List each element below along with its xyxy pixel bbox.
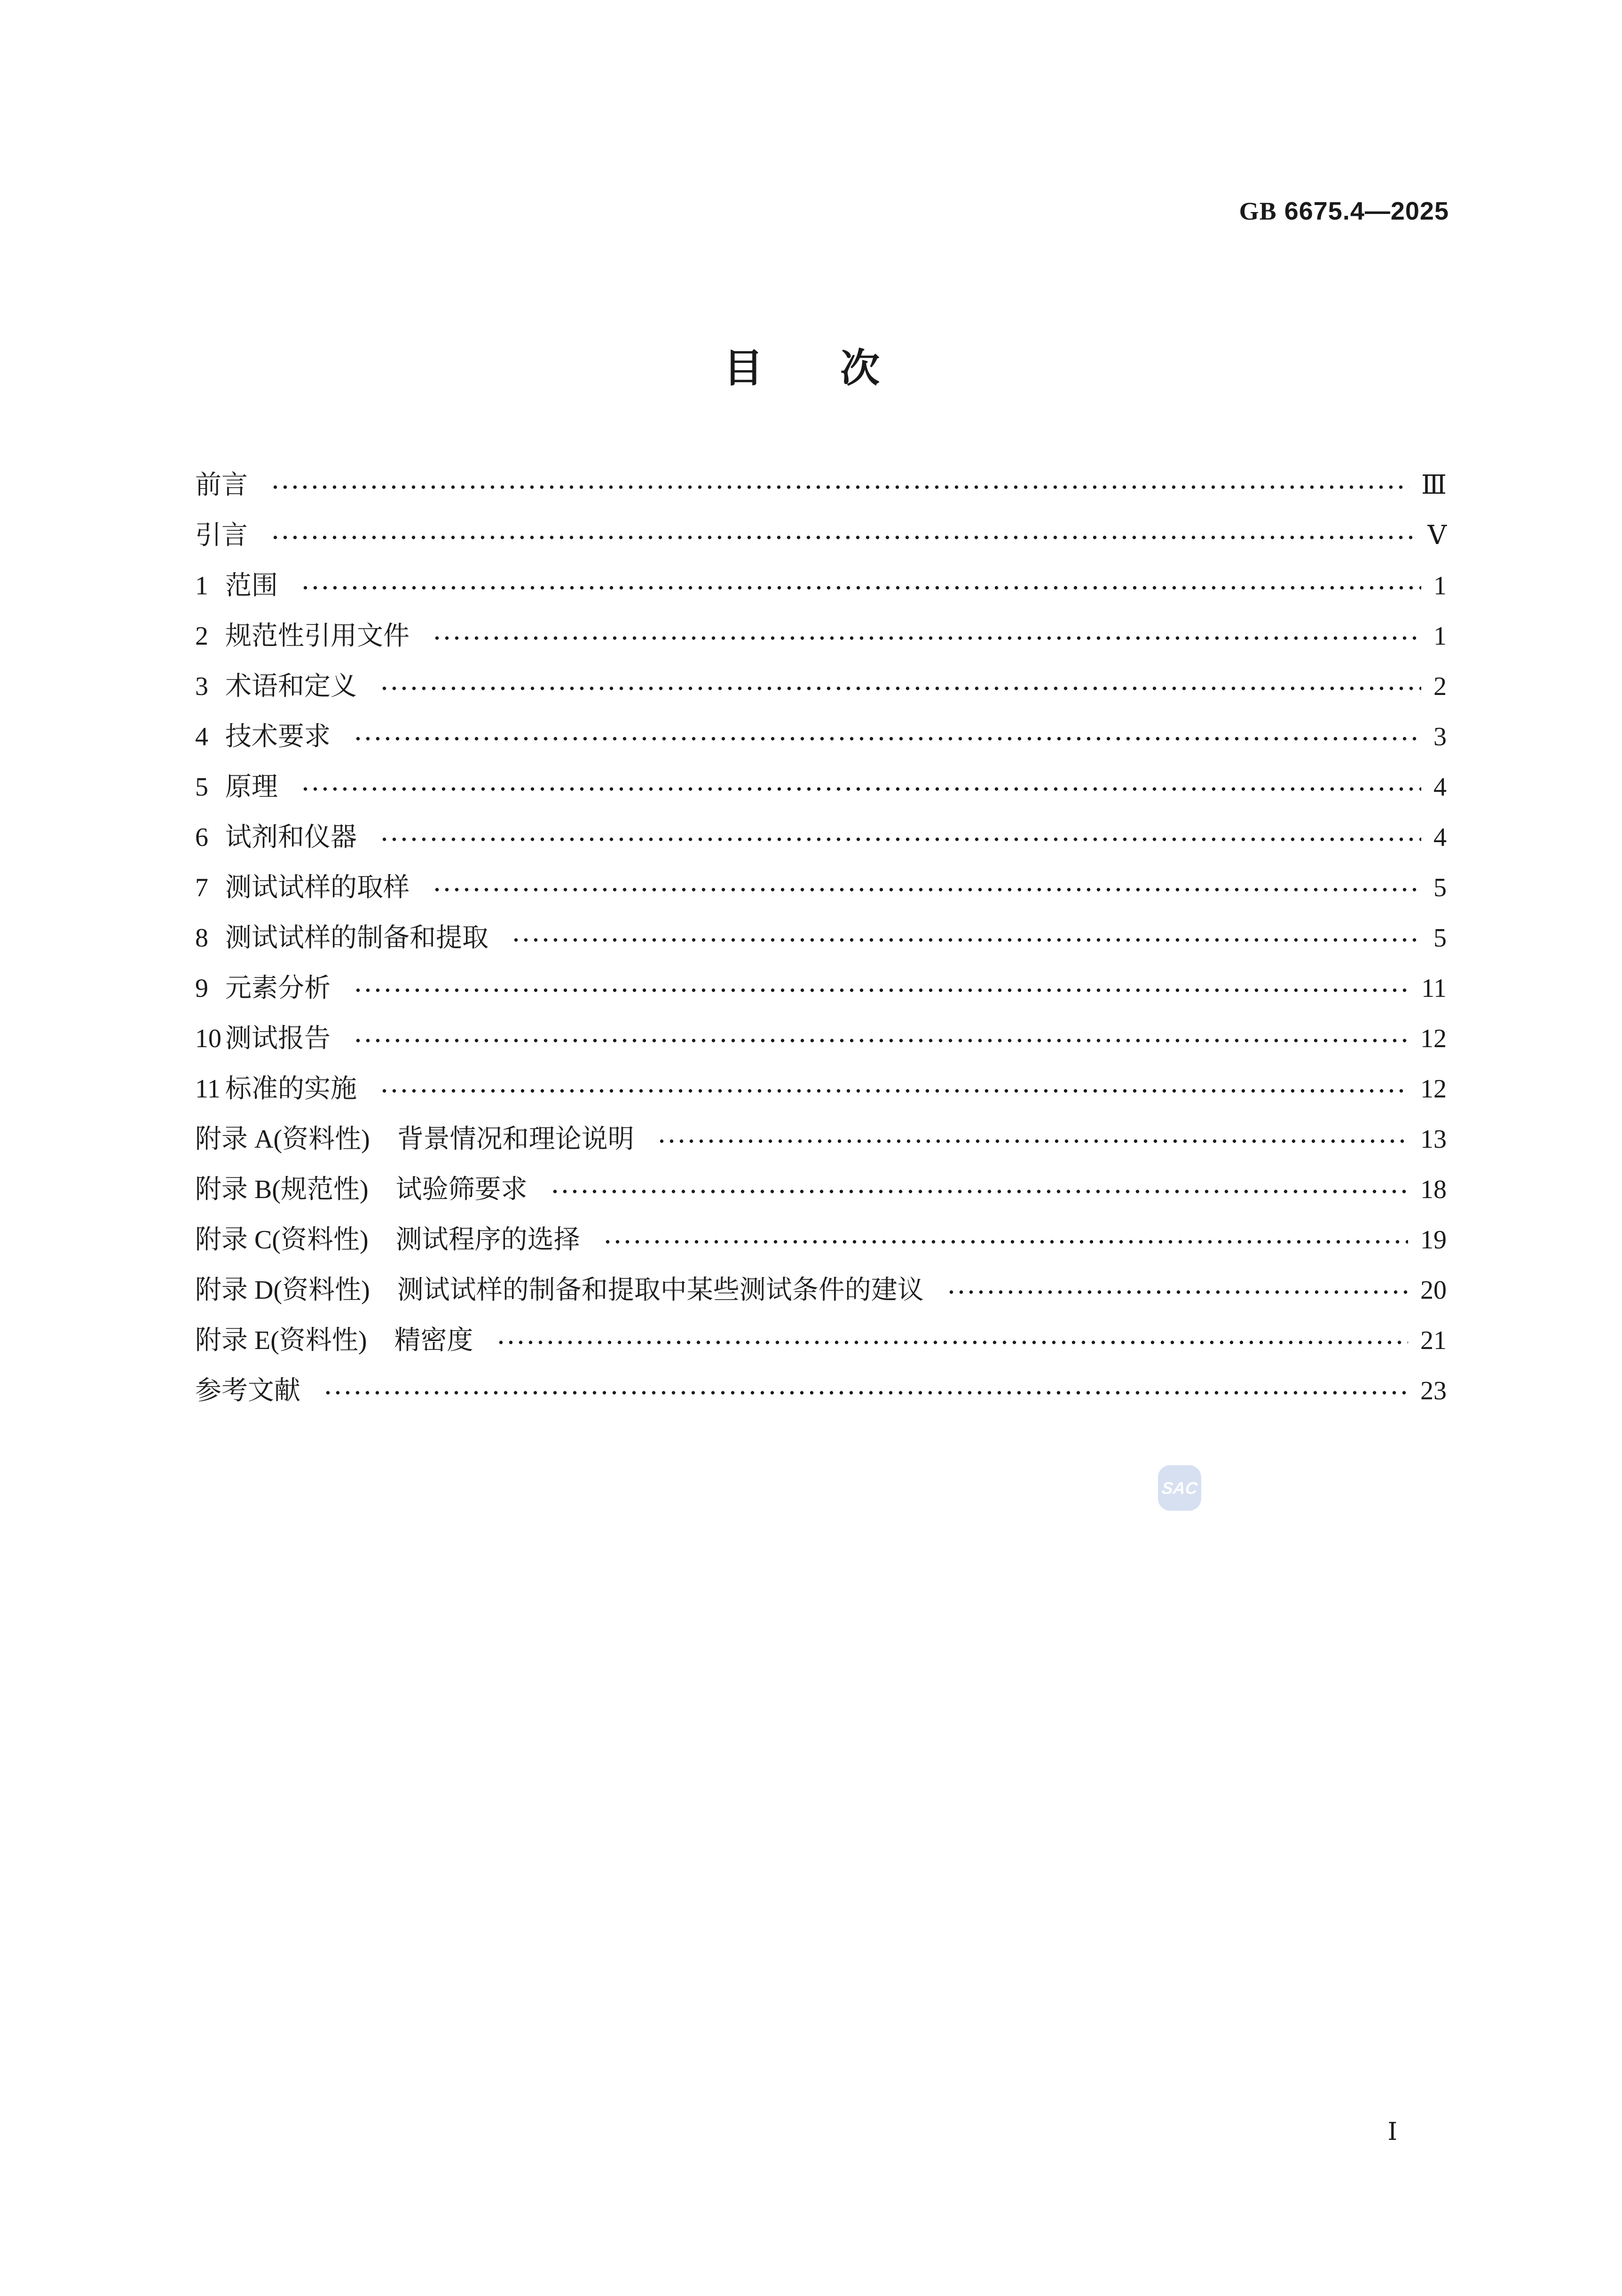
- toc-entry-annex-a: [195, 1114, 1447, 1164]
- page-title: 目 次: [723, 346, 898, 390]
- footer-page-number: Ⅰ: [1387, 2119, 1397, 2146]
- toc-entry-title: 技术要求: [225, 722, 331, 751]
- standard-code: [1239, 197, 1449, 226]
- dot-leader: [270, 484, 1409, 490]
- toc-entry-title: 前言: [195, 470, 248, 500]
- toc-entry-num: 附录 E(资料性): [195, 1326, 367, 1355]
- toc-entry-title: 背景情况和理论说明: [397, 1124, 634, 1154]
- dot-leader: [946, 1289, 1408, 1295]
- toc-entry-foreword: [195, 460, 1447, 510]
- toc-entry-num: 附录 D(资料性): [195, 1275, 370, 1305]
- toc-entry-title: 试剂和仪器: [225, 822, 357, 852]
- sac-watermark-text: SAC: [1160, 1478, 1199, 1498]
- toc-entry-annex-e: [195, 1315, 1447, 1365]
- toc-entry-title: 规范性引用文件: [225, 621, 409, 651]
- toc-entry-num: 附录 B(规范性): [195, 1175, 369, 1204]
- toc-entry-annex-b: [195, 1164, 1447, 1215]
- toc-entry-title: 测试试样的制备和提取中某些测试条件的建议: [397, 1275, 924, 1305]
- dot-leader: [432, 635, 1421, 641]
- standard-code-prefix: GB: [1239, 197, 1277, 225]
- dot-leader: [379, 836, 1421, 842]
- toc-entry-clause-1: [195, 560, 1447, 611]
- toc-entry-num: 4: [195, 722, 208, 751]
- toc-entry-num: 5: [195, 772, 208, 802]
- toc-entry-clause-2: [195, 611, 1447, 661]
- dot-leader: [353, 987, 1409, 993]
- toc-entry-title: 原理: [225, 772, 278, 802]
- toc-entry-clause-5: [195, 762, 1447, 812]
- toc-entry-num: 10: [195, 1024, 221, 1053]
- toc-entry-clause-6: [195, 812, 1447, 862]
- toc-entry-clause-9: [195, 963, 1447, 1013]
- dot-leader: [353, 1038, 1408, 1043]
- toc-entry-clause-7: [195, 862, 1447, 913]
- toc-entry-clause-11: [195, 1064, 1447, 1114]
- toc-entry-title: 测试试样的制备和提取: [225, 923, 488, 953]
- toc-entry-annex-d: [195, 1265, 1447, 1315]
- dot-leader: [496, 1340, 1408, 1345]
- toc-entry-num: 1: [195, 571, 208, 600]
- dot-leader: [300, 786, 1421, 792]
- toc-entry-title: 范围: [225, 571, 278, 600]
- dot-leader: [353, 736, 1421, 742]
- standard-code-number: 6675.4—2025: [1284, 197, 1449, 225]
- toc-entry-page: 11: [1421, 973, 1447, 1003]
- toc-entry-bibliography: [195, 1365, 1447, 1416]
- dot-leader: [379, 686, 1421, 691]
- toc-entry-page: 4: [1433, 772, 1447, 802]
- toc-entry-page: 20: [1420, 1275, 1447, 1305]
- toc-entry-num: 3: [195, 671, 208, 701]
- toc-entry-clause-8: [195, 913, 1447, 963]
- toc-entry-num: 附录 C(资料性): [195, 1225, 369, 1255]
- toc-entry-num: 6: [195, 822, 208, 852]
- toc-entry-title: 试验筛要求: [395, 1175, 528, 1204]
- toc-entry-title: 测试程序的选择: [395, 1225, 580, 1255]
- sac-watermark-badge: [1158, 1465, 1201, 1511]
- toc-entry-title: 术语和定义: [225, 671, 357, 701]
- toc-entry-title: 精密度: [394, 1326, 473, 1355]
- toc-entry-num: 11: [195, 1074, 220, 1104]
- toc-entry-page: 18: [1420, 1175, 1447, 1204]
- toc-entry-page: 12: [1420, 1024, 1447, 1053]
- toc-entry-num: 8: [195, 923, 208, 953]
- toc-entry-page: 21: [1420, 1326, 1447, 1355]
- toc-entry-num: 附录 A(资料性): [195, 1124, 370, 1154]
- dot-leader: [432, 887, 1421, 892]
- toc-list: [195, 460, 1447, 1416]
- toc-entry-page: 13: [1420, 1124, 1447, 1154]
- toc-entry-num: 2: [195, 621, 208, 651]
- toc-entry-clause-3: [195, 661, 1447, 711]
- dot-leader: [657, 1138, 1408, 1144]
- dot-leader: [300, 585, 1421, 591]
- toc-entry-page: Ⅴ: [1427, 521, 1447, 550]
- toc-entry-title: 元素分析: [225, 973, 331, 1003]
- dot-leader: [379, 1088, 1408, 1094]
- toc-entry-page: 5: [1433, 923, 1447, 953]
- dot-leader: [270, 535, 1416, 540]
- toc-entry-title: 参考文献: [195, 1376, 300, 1405]
- dot-leader: [511, 937, 1421, 943]
- toc-entry-page: 1: [1433, 621, 1447, 651]
- toc-entry-title: 引言: [195, 521, 248, 550]
- toc-entry-page: 1: [1433, 571, 1447, 600]
- toc-entry-page: 12: [1420, 1074, 1447, 1104]
- toc-entry-page: 4: [1433, 822, 1447, 852]
- toc-entry-page: 19: [1420, 1225, 1447, 1255]
- toc-entry-page: 3: [1433, 722, 1447, 751]
- toc-entry-page: 23: [1420, 1376, 1447, 1405]
- toc-entry-title: 测试试样的取样: [225, 873, 409, 902]
- toc-entry-annex-c: [195, 1215, 1447, 1265]
- toc-entry-clause-4: [195, 711, 1447, 762]
- toc-entry-num: 7: [195, 873, 208, 902]
- toc-entry-title: 测试报告: [225, 1024, 331, 1053]
- toc-entry-page: 5: [1433, 873, 1447, 902]
- dot-leader: [550, 1189, 1408, 1194]
- toc-entry-title: 标准的实施: [225, 1074, 357, 1104]
- toc-entry-clause-10: [195, 1013, 1447, 1064]
- toc-entry-introduction: [195, 510, 1447, 560]
- dot-leader: [603, 1239, 1408, 1245]
- dot-leader: [323, 1390, 1408, 1396]
- toc-entry-num: 9: [195, 973, 208, 1003]
- toc-entry-page: Ⅲ: [1421, 470, 1447, 500]
- toc-entry-page: 2: [1433, 671, 1447, 701]
